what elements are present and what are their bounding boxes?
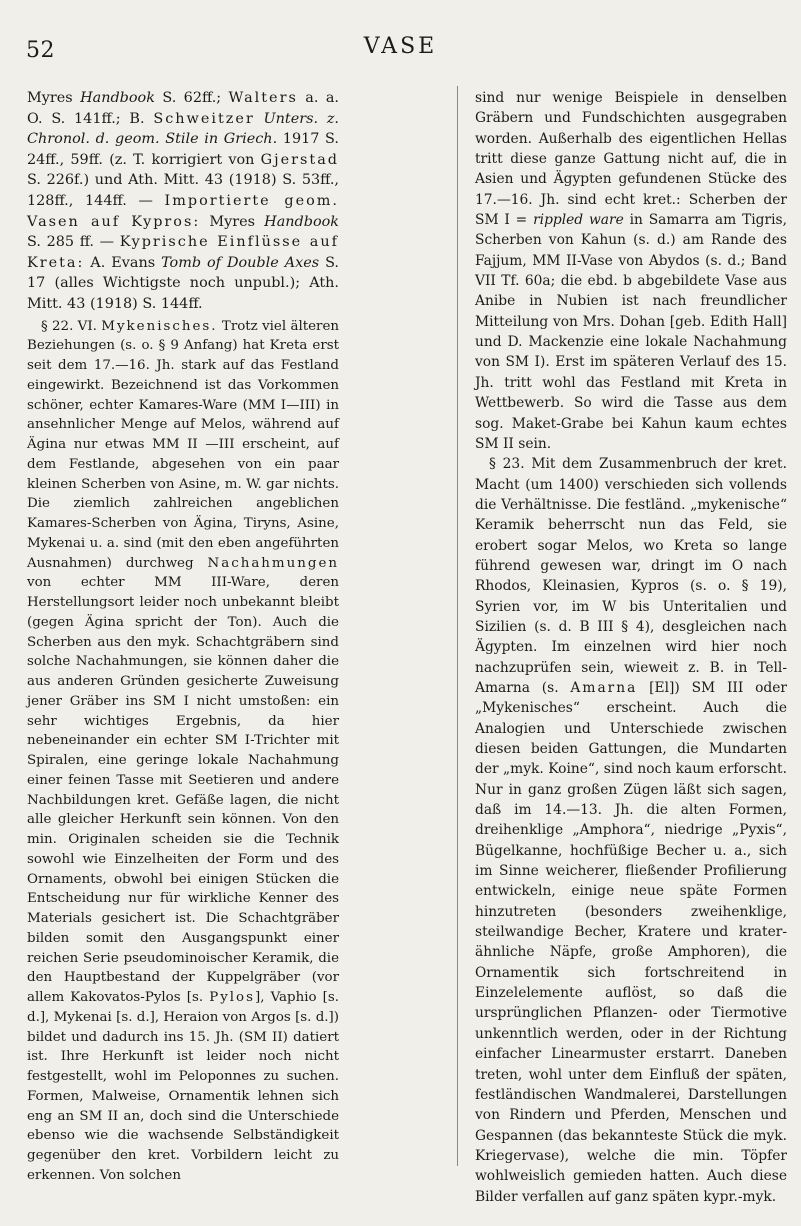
emphasis-term: rippled ware bbox=[533, 212, 624, 229]
ref-text: S. 17 (alles Wichtigste noch unpubl.); Ath. Mitt. 43 (1918) S. 144ff. bbox=[27, 254, 339, 312]
ref-text: Myres bbox=[200, 213, 265, 230]
section-23-text: § 23. Mit dem Zusammenbruch der kret. Macht (um 1400) verschieden sich vollends die Verhältnisse. Die festländ. „mykenische“ Keramik beherrscht nun das Feld, sie erobert sogar Melos, wo Kreta so lange führend gewesen war, dringt im O nach Rhodos, Kleinasien, Kypros (s. o. § 19), Syrien vor, im W bis Unteritalien und Sizilien (s. d. B III § 4), desgleichen nach Ägypten. Im einzelnen wird hier noch nachzuprüfen sein, wieweit z. B. in Tell-Amarna (s. bbox=[475, 456, 787, 696]
paragraph-text: sind nur wenige Beispiele in denselben Gräbern und Fundschichten ausgegraben worden. Außerhalb des eigentlichen Hellas tritt diese ganze Gattung nicht auf, die in Asien und Ägypten gefundenen Stücke des 17.—16. Jh. sind echt kret.: Scherben der SM I = bbox=[475, 90, 787, 229]
left-column bbox=[27, 88, 339, 1186]
ref-text: 1917 S. 24ff., 59ff. (z. T. korrigiert von bbox=[27, 131, 339, 168]
page-number: 52 bbox=[26, 38, 55, 63]
column-divider bbox=[457, 86, 458, 1166]
section-22-heading: Mykenisches. bbox=[101, 318, 218, 334]
ref-text: S. 226f.) und Ath. Mitt. 43 (1918) S. 53ff., 128ff., 144ff. — bbox=[27, 172, 339, 209]
ref-topic: Kyprische Einflüsse auf Kreta: bbox=[27, 234, 339, 271]
right-column bbox=[475, 88, 787, 1207]
ref-title: Tomb of Double Axes bbox=[161, 254, 320, 271]
ref-text: S. 285 ff. — bbox=[27, 234, 120, 251]
ref-title: Handbook bbox=[264, 213, 340, 230]
cross-reference: Pylos bbox=[209, 990, 255, 1006]
section-23-paragraph bbox=[475, 454, 787, 1207]
ref-topic: Importierte geom. Vasen auf Kypros: bbox=[27, 192, 339, 230]
ref-text: A. Evans bbox=[84, 254, 162, 271]
ref-author: Walters bbox=[228, 90, 298, 106]
ref-author: Gjerstad bbox=[260, 151, 339, 168]
continuation-paragraph bbox=[475, 88, 787, 454]
ref-title: Unters. z. Chronol. d. geom. Stile in Griech. bbox=[27, 110, 340, 148]
ref-text: Myres bbox=[27, 90, 81, 106]
section-22-text: von echter MM III-Ware, deren Herstellungsort leider noch unbekannt bleibt (gegen Ägina spricht der Ton). Auch die Scherben aus den myk. Schachtgräbern sind solche Nachahmungen, sie können daher die aus anderen Gründen gesicherte Zuweisung jener Gräber ins SM I nicht umstoßen: ein sehr wichtiges Ergebnis, da hier nebeneinander ein echter SM I-Trichter mit Spiralen, eine geringe lokale Nachahmung einer feinen Tasse mit Seetieren und andere Nachbildungen kret. Gefäße lagen, die nicht alle gleicher Herkunft sein können. Von den min. Originalen scheiden sie die Technik sowohl wie Einzelheiten der Form und des Ornaments, obwohl bei einigen Stücken die Entscheidung nur für wirkliche Kenner des Materials gesichert ist. Die Schachtgräber bilden somit den Ausgangspunkt einer reichen Serie pseudominoischer Keramik, die den Hauptbestand der Kuppelgräber (vor allem Kakovatos-Pylos [s. bbox=[27, 575, 339, 1006]
section-22-text: ], Vaphio [s. d.], Mykenai [s. d.], Heraion von Argos [s. d.]) bildet und dadurch ins 15. Jh. (SM II) datiert ist. Ihre Herkunft ist leider noch nicht festgestellt, wohl im Peloponnes zu suchen. Formen, Malweise, Ornamentik lehnen sich eng an SM II an, doch sind die Unterschiede ebenso wie die wachsende Selbständigkeit gegenüber den kret. Vorbildern leicht zu erkennen. Von solchen bbox=[27, 990, 339, 1183]
ref-text bbox=[255, 111, 264, 127]
emphasis-term: Nachahmungen bbox=[207, 555, 339, 571]
ref-author: Schweitzer bbox=[153, 110, 255, 127]
section-22-number: § 22. VI. bbox=[41, 318, 102, 334]
section-23-text: [El]) SM III oder „Mykenisches“ erscheint. Auch die Analogien und Unterschiede zwischen diesen beiden Gattungen, die Mundarten der „myk. Koine“, sind noch kaum erforscht. Nur in ganz großen Zügen läßt sich sagen, daß im 14.—13. Jh. die alten Formen, dreihenklige „Amphora“, niedrige „Pyxis“, Bügelkanne, hochfüßige Becher u. a., sich im Sinne weicherer, fließender Profilierung entwickeln, einige neue späte Formen hinzutreten (besonders zweihenklige, steilwandige Becher, Kratere und krater-ähnliche Näpfe, große Amphoren), die Ornamentik sich fortschreitend in Einzelelemente auflöst, so daß die ursprünglichen Pflanzen- oder Tiermotive unkenntlich werden, oder in der Richtung einfacher Linearmuster erstarrt. Daneben treten, wohl unter dem Einfluß der späten, festländischen Wandmalerei, Darstellungen von Rindern und Pferden, Menschen und Gespannen (das bekannteste Stück die myk. Kriegervase), welche die min. Töpfer wohlweislich gemieden hatten. Auch diese Bilder verfallen auf ganz späten kypr.-myk. bbox=[475, 679, 787, 1205]
cross-reference: Amarna bbox=[570, 679, 638, 696]
bibliography-paragraph bbox=[27, 88, 339, 315]
section-22-text: Trotz viel älteren Beziehungen (s. o. § 9 Anfang) hat Kreta erst seit dem 17.—16. Jh. stark auf das Festland eingewirkt. Bezeichnend ist das Vorkommen schöner, echter Kamares-Ware (MM I—III) in ansehnlicher Menge auf Melos, während auf Ägina nur etwas MM II —III erscheint, auf dem Festlande, abgesehen von ein paar kleinen Scherben von Asine, m. W. gar nichts. Die ziemlich zahlreichen angeblichen Kamares-Scherben von Ägina, Tiryns, Asine, Mykenai u. a. sind (mit den eben angeführten Ausnahmen) durchweg bbox=[27, 318, 339, 571]
paragraph-text: in Samarra am Tigris, Scherben von Kahun (s. d.) am Rande des Fajjum, MM II-Vase von Abydos (s. d.; Band VII Tf. 60a; die ebd. b abgebildete Vase aus Anibe in Nubien ist nach freundlicher Mitteilung von Mrs. Dohan [geb. Edith Hall] und D. Mackenzie eine lokale Nachahmung von SM I). Erst im späteren Verlauf des 15. Jh. tritt wohl das Festland mit Kreta in Wettbewerb. So wird die Tasse aus dem sog. Maket-Grabe bei Kahun kaum echtes SM II sein. bbox=[475, 212, 787, 452]
section-22-paragraph bbox=[27, 317, 339, 1186]
ref-text: S. 62ff.; bbox=[154, 90, 229, 106]
running-title: VASE bbox=[363, 34, 438, 59]
ref-title: Handbook bbox=[80, 90, 155, 106]
ref-text: a. a. O. S. 141ff.; B. bbox=[27, 90, 339, 127]
